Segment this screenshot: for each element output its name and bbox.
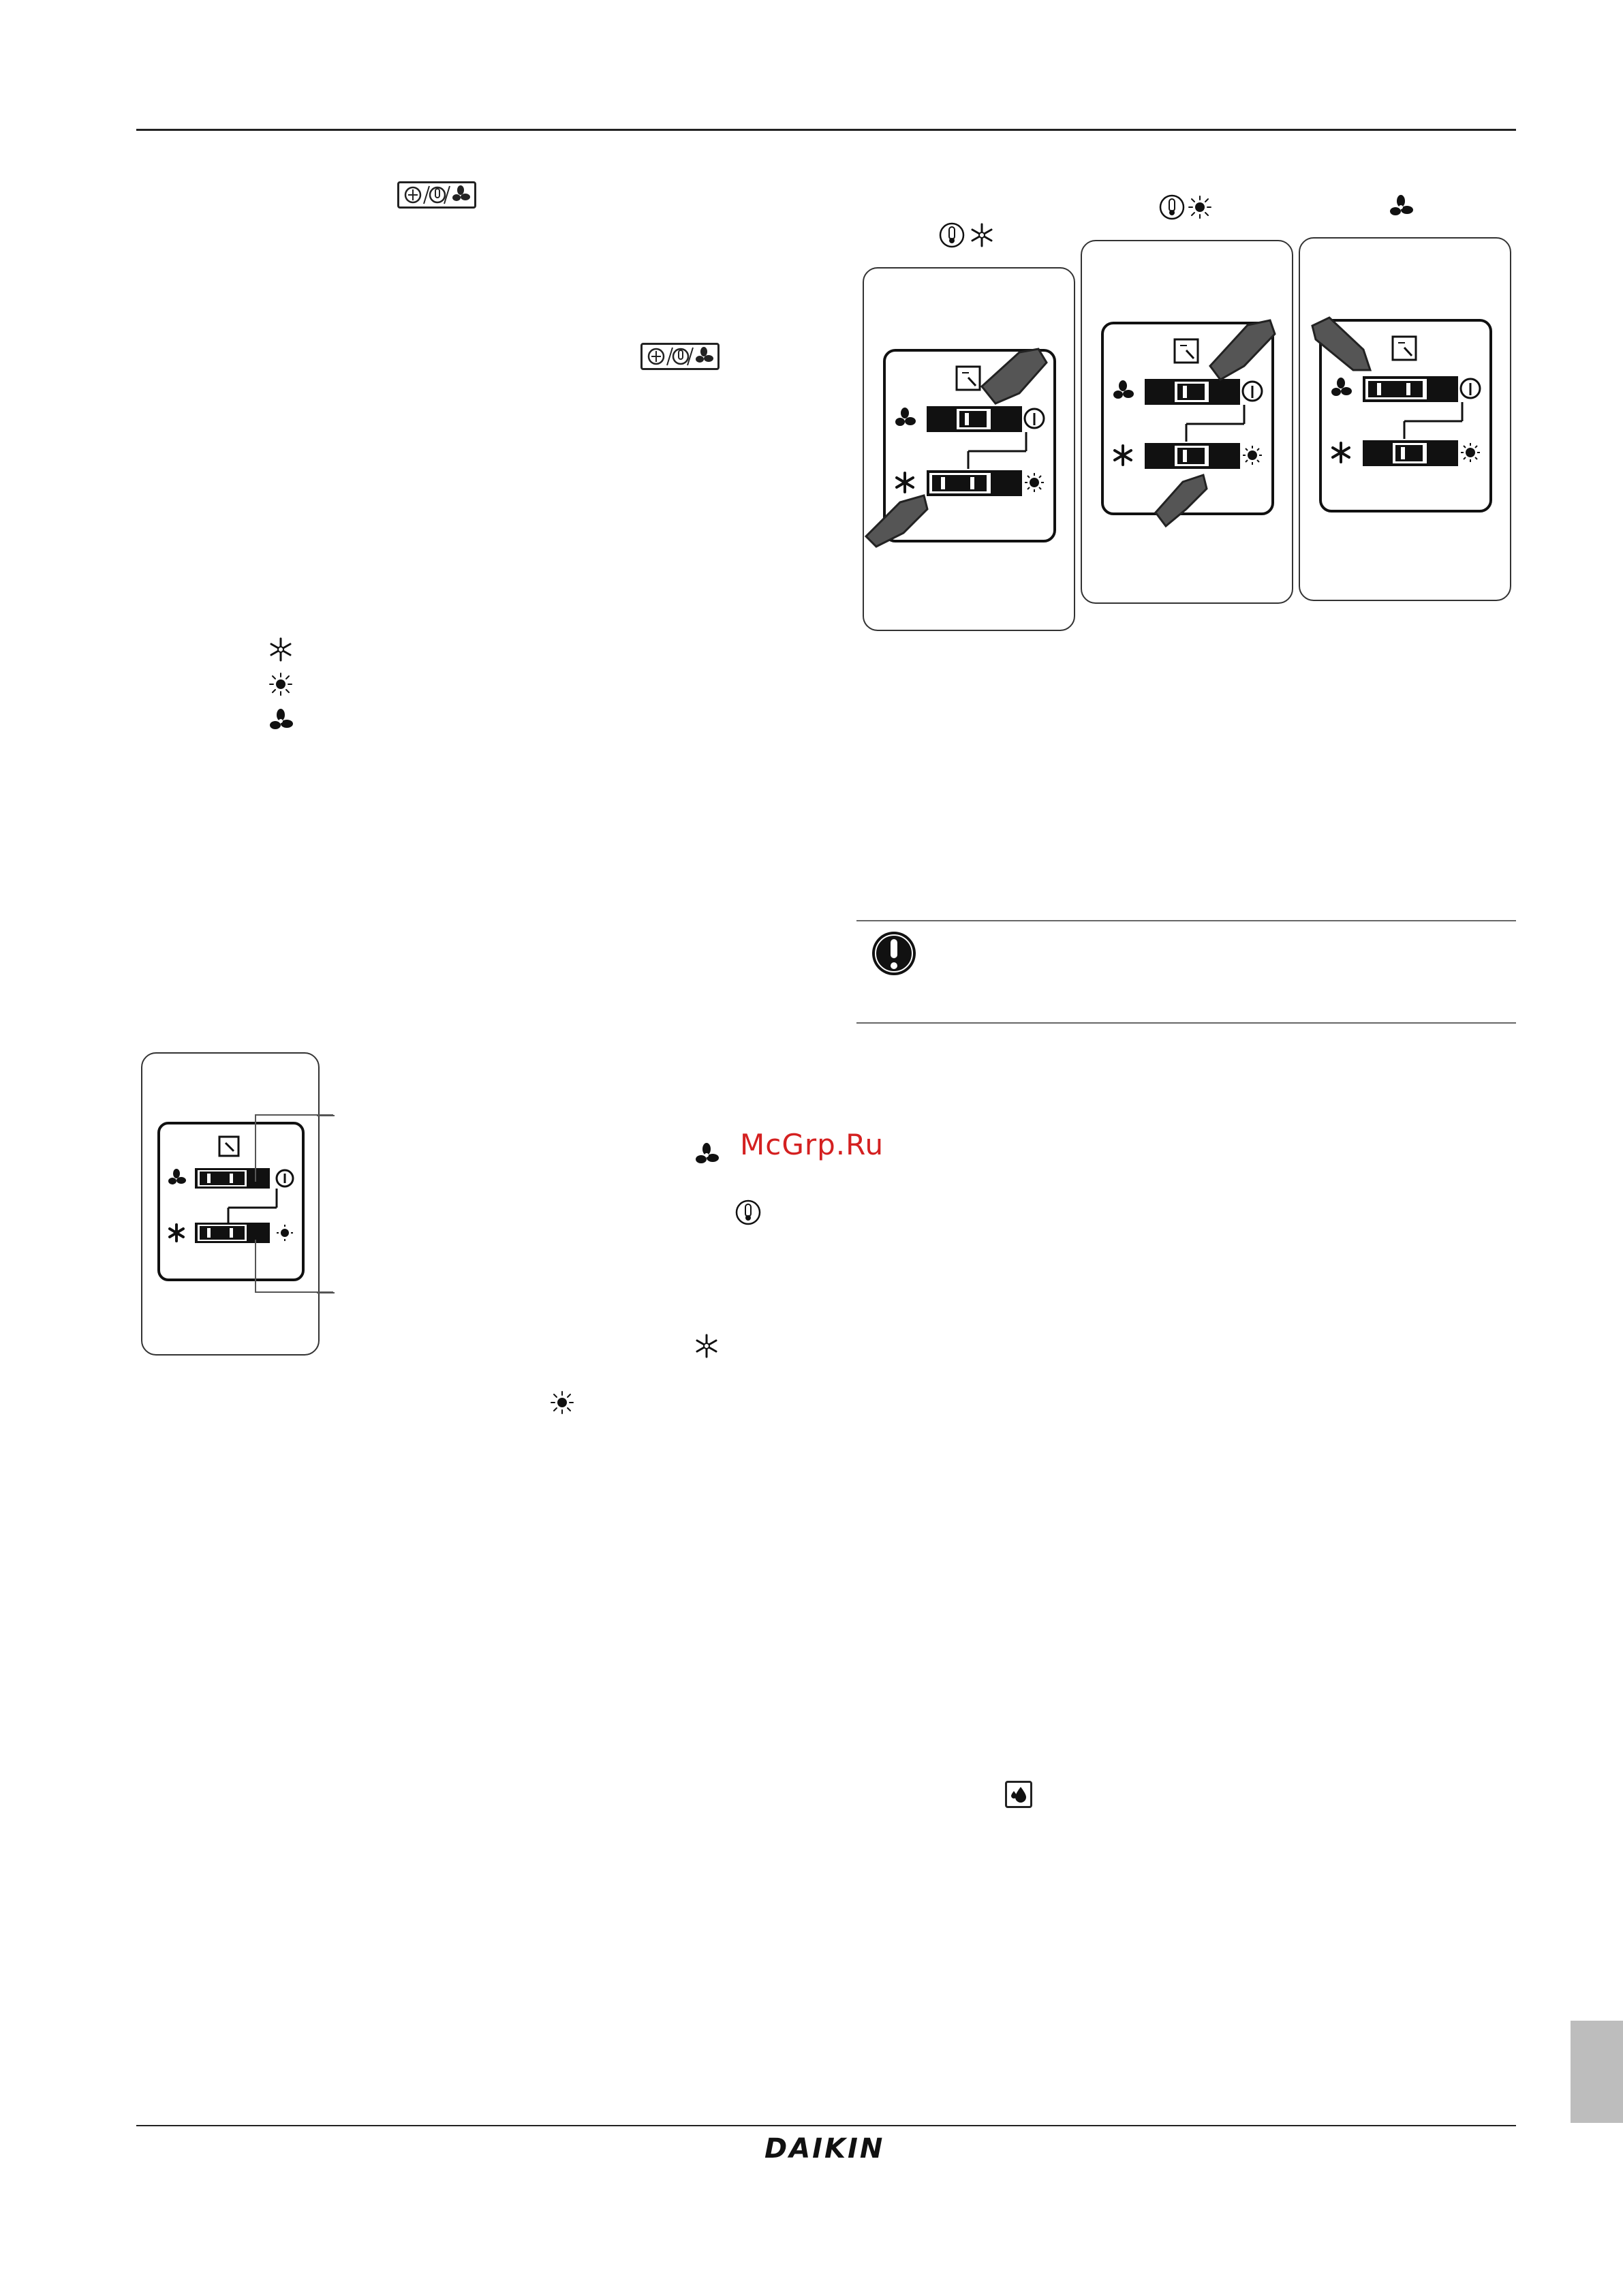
daikin-logo: DAIKIN bbox=[764, 2133, 885, 2164]
mode-switch-icon bbox=[397, 181, 476, 209]
note-top-rule bbox=[856, 920, 1516, 921]
sun-icon bbox=[550, 1390, 574, 1415]
fan-icon bbox=[268, 709, 293, 733]
warning-note bbox=[856, 920, 1516, 1024]
fan-icon bbox=[694, 1143, 719, 1167]
water-drop-icon bbox=[1005, 1781, 1032, 1808]
switch-panel-callout bbox=[141, 1052, 345, 1353]
snowflake-icon bbox=[268, 637, 293, 662]
footer-rule bbox=[136, 2125, 1516, 2126]
thermometer-icon bbox=[735, 1199, 762, 1226]
snowflake-icon bbox=[970, 223, 994, 247]
sun-icon bbox=[268, 672, 293, 697]
switch-panel-heat bbox=[1081, 240, 1290, 601]
callout-leader-bottom bbox=[317, 1292, 335, 1294]
sun-icon bbox=[1188, 195, 1212, 219]
watermark-text: McGrp.Ru bbox=[740, 1128, 884, 1161]
thermometer-icon bbox=[938, 221, 965, 249]
fan-icon bbox=[1389, 195, 1413, 219]
header-rule bbox=[136, 129, 1516, 131]
switch-panel-cool bbox=[863, 267, 1072, 628]
chapter-tab bbox=[1571, 2021, 1623, 2123]
switch-panel-fan bbox=[1299, 237, 1509, 598]
snowflake-icon bbox=[694, 1334, 719, 1358]
mode-switch-icon bbox=[640, 343, 720, 370]
callout-leader-top bbox=[317, 1115, 335, 1116]
note-bottom-rule bbox=[856, 1022, 1516, 1024]
exclamation-icon bbox=[870, 930, 918, 977]
thermometer-icon bbox=[1158, 194, 1186, 221]
